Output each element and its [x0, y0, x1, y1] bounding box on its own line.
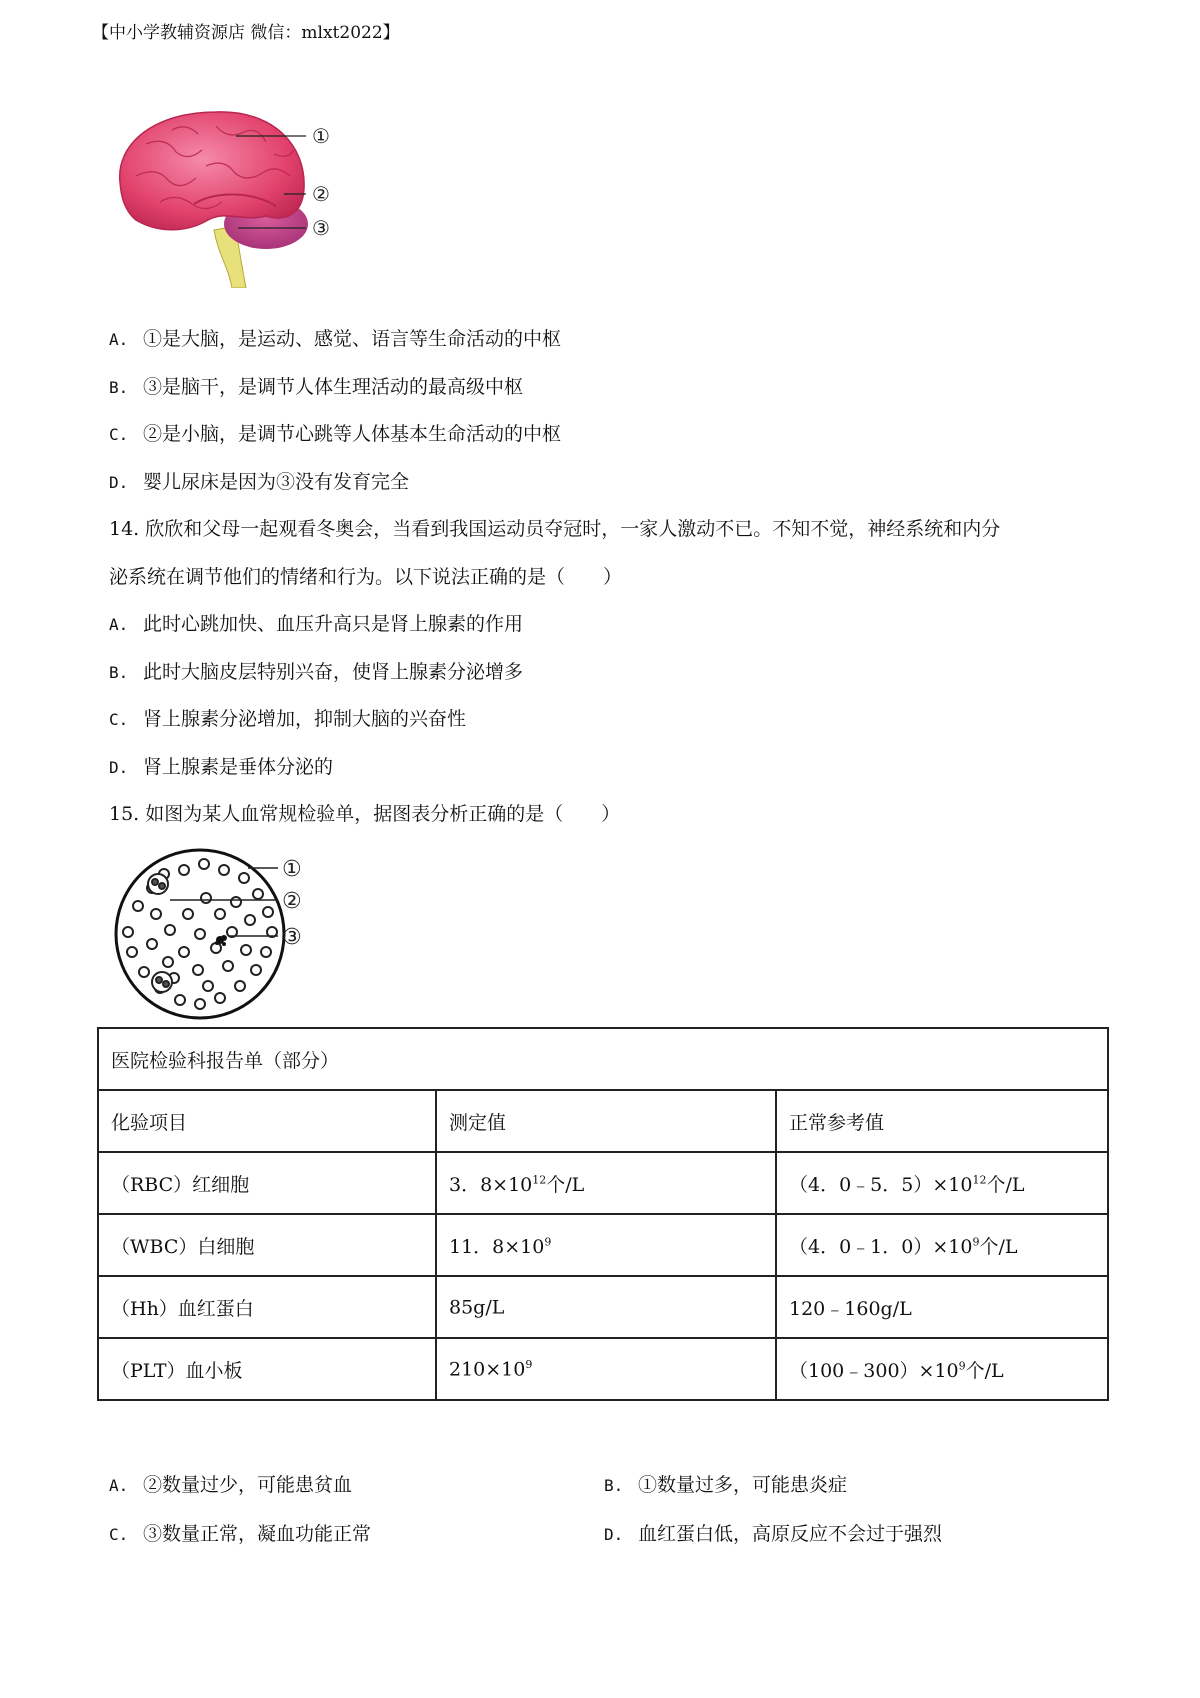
- cell-item: （Hh）血红蛋白: [98, 1276, 436, 1338]
- q13-option-d: [109, 467, 409, 494]
- option-text: 血红蛋白低，高原反应不会过于强烈: [638, 1523, 943, 1545]
- option-letter: C.: [109, 710, 129, 729]
- option-text: ②是小脑，是调节心跳等人体基本生命活动的中枢: [143, 423, 562, 445]
- table-row: [98, 1338, 1108, 1400]
- lab-report-table: [97, 1027, 1109, 1401]
- table-row: [98, 1214, 1108, 1276]
- cell-measured: $210\times 10^9$: [436, 1338, 776, 1400]
- cell-reference: $(100﹣300)\times 10^9$个/L: [776, 1338, 1108, 1400]
- option-letter: C.: [109, 1525, 129, 1544]
- header-reference: 正常参考值: [776, 1090, 1108, 1152]
- header-measured: 测定值: [436, 1090, 776, 1152]
- option-text: ②数量过少，可能患贫血: [143, 1474, 353, 1496]
- cell-reference: （4．0﹣5．$5)\times 10^{12}$个/L: [776, 1152, 1108, 1214]
- cerebrum-shape: [120, 112, 304, 230]
- brain-label-2: ②: [312, 182, 330, 206]
- option-text: ①是大脑，是运动、感觉、语言等生命活动的中枢: [143, 328, 562, 350]
- q15-option-c: [109, 1519, 371, 1546]
- option-letter: D.: [109, 758, 129, 777]
- blood-label-3: ③: [282, 925, 302, 950]
- option-letter: A.: [109, 1476, 129, 1495]
- option-letter: D.: [604, 1525, 624, 1544]
- option-letter: B.: [109, 663, 129, 682]
- option-letter: A.: [109, 330, 129, 349]
- option-text: ①数量过多，可能患炎症: [638, 1474, 848, 1496]
- cell-measured: 3．$8\times 10^{12}$个/L: [436, 1152, 776, 1214]
- blood-smear-figure: [108, 848, 340, 1020]
- q13-option-c: [109, 419, 561, 446]
- q14-option-a: [109, 609, 523, 636]
- option-letter: B.: [109, 378, 129, 397]
- option-text: 肾上腺素是垂体分泌的: [143, 756, 334, 778]
- option-letter: D.: [109, 473, 129, 492]
- q13-option-b: [109, 372, 523, 399]
- q15-option-d: [604, 1519, 942, 1546]
- option-letter: B.: [604, 1476, 624, 1495]
- option-text: 肾上腺素分泌增加，抑制大脑的兴奋性: [143, 708, 467, 730]
- q14-option-b: [109, 657, 523, 684]
- q15-option-a: [109, 1470, 352, 1497]
- q15-option-b: [604, 1470, 847, 1497]
- q14-option-c: [109, 704, 466, 731]
- smear-boundary: [116, 850, 284, 1018]
- header-item: 化验项目: [98, 1090, 436, 1152]
- table-title-row: [98, 1028, 1108, 1090]
- brain-figure: [106, 106, 368, 288]
- table-header-row: [98, 1090, 1108, 1152]
- brain-label-1: ①: [312, 124, 330, 148]
- q14-option-d: [109, 752, 333, 779]
- header-note: 【中小学教辅资源店 微信：mlxt2022】: [92, 23, 400, 43]
- option-text: ③数量正常，凝血功能正常: [143, 1523, 372, 1545]
- cell-reference: 120﹣160g/L: [776, 1276, 1108, 1338]
- table-title: 医院检验科报告单（部分）: [98, 1028, 1108, 1090]
- brain-label-3: ③: [312, 216, 330, 240]
- q13-option-a: [109, 324, 561, 351]
- option-text: 此时大脑皮层特别兴奋，使肾上腺素分泌增多: [143, 661, 524, 683]
- q14-stem-line2: 泌系统在调节他们的情绪和行为。以下说法正确的是（ ）: [109, 566, 623, 588]
- cell-item: （PLT）血小板: [98, 1338, 436, 1400]
- table-row: [98, 1276, 1108, 1338]
- cell-measured: 11．$8\times 10^9$: [436, 1214, 776, 1276]
- option-letter: C.: [109, 425, 129, 444]
- cell-reference: （4．0﹣1．$0)\times 10^9$个/L: [776, 1214, 1108, 1276]
- blood-label-2: ②: [282, 889, 302, 914]
- table-row: [98, 1152, 1108, 1214]
- option-text: 此时心跳加快、血压升高只是肾上腺素的作用: [143, 613, 524, 635]
- cell-item: （RBC）红细胞: [98, 1152, 436, 1214]
- cell-measured: 85g/L: [436, 1276, 776, 1338]
- option-text: 婴儿尿床是因为③没有发育完全: [143, 471, 410, 493]
- cell-item: （WBC）白细胞: [98, 1214, 436, 1276]
- blood-label-1: ①: [282, 857, 302, 882]
- option-text: ③是脑干，是调节人体生理活动的最高级中枢: [143, 376, 524, 398]
- q15-stem: 15. 如图为某人血常规检验单，据图表分析正确的是（ ）: [109, 803, 621, 825]
- option-letter: A.: [109, 615, 129, 634]
- q14-stem-line1: 14. 欣欣和父母一起观看冬奥会，当看到我国运动员夺冠时，一家人激动不已。不知不觉，神经系统和内分: [109, 518, 1001, 540]
